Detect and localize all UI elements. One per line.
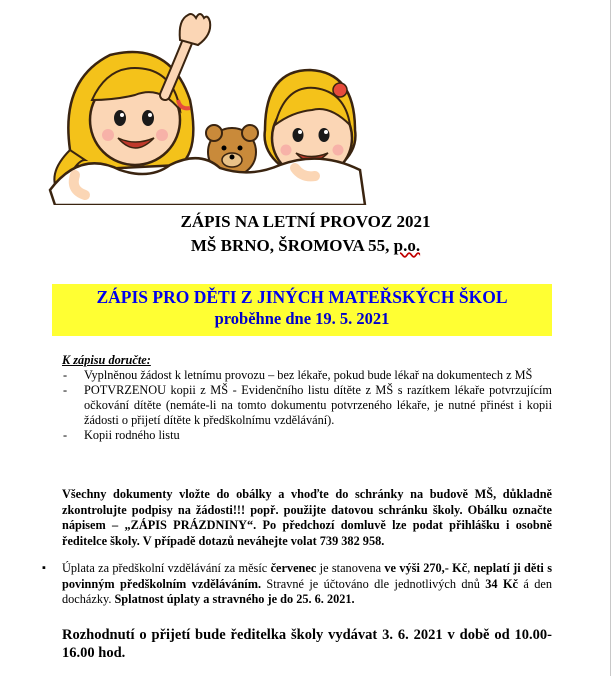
payment-text: á den docházky. [62, 576, 552, 606]
payment-paragraph [42, 561, 552, 608]
school-name-suffix: p.o. [393, 236, 421, 255]
payment-month: červenec [270, 561, 317, 575]
deliver-heading: K zápisu doručte: [62, 353, 151, 367]
list-dash: - [63, 428, 68, 442]
decision-paragraph: Rozhodnutí o přijetí bude ředitelka školy vydávat 3. 6. 2021 v době od 10.00-16.00 hod. [62, 627, 552, 661]
payment-text: , [467, 561, 474, 575]
list-item-text: Vyplněnou žádost k letnímu provozu – bez lékaře, pokud bude lékař na dokumentech z MŠ [84, 368, 533, 382]
instructions-paragraph: Všechny dokumenty vložte do obálky a vhoďte do schránky na budově MŠ, důkladně zkontrolujte podpisy na žádosti!!! popř. použijte datovou schránku školy. Obálku označte nápisem – „ZÁPIS PRÁZDNINY“. Po předchozí domluvě lze podat přihlášku i osobně ředitelce školy. V případě dotazů neváhejte volat 739 382 958. [62, 487, 552, 548]
payment-exemption: neplatí ji děti s povinným předškolním vzděláváním. [62, 561, 552, 591]
blanket [50, 158, 365, 205]
banner-title: ZÁPIS PRO DĚTI Z JINÝCH MATEŘSKÝCH ŠKOL [96, 287, 508, 307]
list-item-text: POTVRZENOU kopii z MŠ - Evidenčního listu dítěte z MŠ s razítkem lékaře potvrzujícím očkování dítěte (nemáte-li na tomto dokumentu potvrzeného lékaře, je nutné přinést i kopii žádosti o přijetí dítěte k předškolnímu vzdělávání). [84, 383, 552, 427]
payment-text: Úplata za předškolní vzdělávání za měsíc [62, 561, 271, 575]
school-name-main: MŠ BRNO, ŠROMOVA 55, [190, 236, 394, 255]
children-illustration [40, 0, 370, 205]
list-item [62, 428, 552, 443]
list-item [62, 383, 552, 428]
highlight-banner [52, 284, 552, 336]
list-dash: - [63, 383, 68, 397]
list-dash: - [63, 368, 68, 382]
banner-date: proběhne dne 19. 5. 2021 [214, 309, 390, 328]
payment-text: Stravné je účtováno dle jednotlivých dnů [261, 576, 486, 591]
page-title: ZÁPIS NA LETNÍ PROVOZ 2021 [180, 212, 431, 231]
bullet-icon: ▪ [42, 562, 46, 574]
meal-price: 34 Kč [485, 576, 518, 591]
deliver-section [62, 353, 552, 443]
payment-text: je stanovena [316, 561, 385, 575]
payment-amount: ve výši 270,- Kč [384, 561, 468, 575]
school-name [0, 236, 611, 256]
list-item [62, 368, 552, 383]
list-item-text: Kopii rodného listu [84, 428, 180, 442]
payment-due: Splatnost úplaty a stravného je do 25. 6. 2021. [114, 592, 355, 606]
